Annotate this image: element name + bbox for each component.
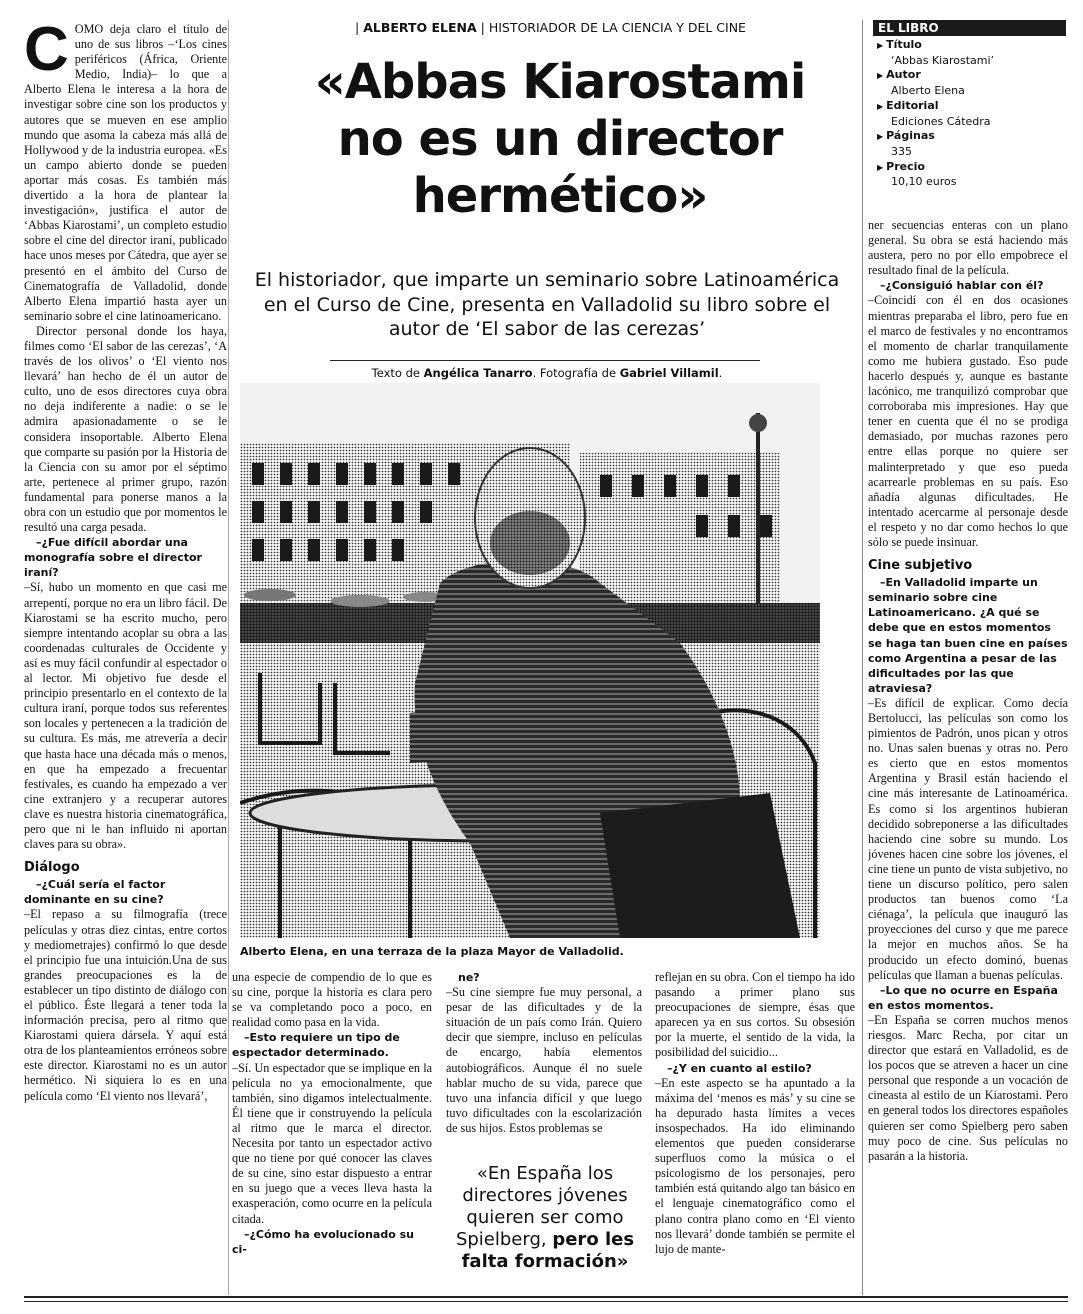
interview-question: ne? [458,971,480,984]
headline-line: hermético» [412,168,708,224]
interview-answer: –En este aspecto se ha apuntado a la máxima del ‘menos es más’ y su cine se ha depurado hasta límites a veces insospechados. Ha ido eliminando elementos que pueden considerarse superfluos como la música o el psicologismo de los personajes, pero también está quitando algo tan básico en el lenguaje cinematográfico como el plano contra plano como en ‘El viento nos llevará’ donde también se permite el lujo de mante- [655,1075,855,1256]
book-info-value: ‘Abbas Kiarostami’ [891,53,995,67]
headline-line: no es un director [337,111,783,167]
interview-question: –En Valladolid imparte un seminario sobre cine Latinoamericano. ¿A qué se debe que en estos momentos se haga tan buen cine en países como Argentina a pesar de las dificultades por las que atraviesa? [868,576,1068,695]
interview-answer: –Su cine siempre fue muy personal, a pesar de las dificultades y de la situación de un país como Irán. Quiero decir que siempre, incluso en películas de encargo, había elementos autobiográficos. Aunque él no suele hablar mucho de su vida, parece que tuvo una infancia difícil y que luego tuvo dificultades con la escolarización de sus hijos. Estos problemas se [446,985,642,1135]
headline [300,54,820,225]
book-info-value: 10,10 euros [891,175,957,189]
book-info-label: ▶ Editorial [877,99,1066,115]
pull-quote [450,1163,640,1273]
lead-paragraph [24,22,227,324]
interview-answer: ner secuencias enteras con un plano general. Su obra se está haciendo más austera, pero no por ello empobrece el resultado final de la película. [868,218,1068,278]
book-info-title: EL LIBRO [873,20,1066,36]
article-photo [240,383,820,938]
column-5 [868,218,1068,1290]
headline-line: «Abbas Kiarostami [314,54,806,110]
interview-question: –¿Consiguió hablar con él? [880,279,1044,293]
book-info-list [873,36,1066,190]
pull-quote-bold: pero les falta formación» [461,1229,635,1272]
book-info-label: ▶ Precio [877,160,1066,176]
section-subhead: Cine subjetivo [868,558,973,574]
interview-answer: –Sí, hubo un momento en que casi me arrepentí, porque no era un libro fácil. De Kiarostami se ha escrito mucho, pero siempre intentando acoplar su obra a las coordenadas culturales de Occidente y así es muy fácil confundir al espectador o al lector. Mi objetivo fue desde el principio presentarlo en el contexto de la cultura iraní, porque todos sus referentes son locales y pertenecen a la tradición de su cultura. Es más, me atrevería a decir que hasta hace una década más o menos, en que ha empezado a frecuentar festivales, es cuando ha empezado a ver cine extranjero y a recuperar autores clave es nuestra historia cinematográfica, pero que ni le han influido ni aportan claves para su obra». [24,580,227,852]
pull-quote-text: «En España los directores jóvenes quieren ser como Spielberg, [455,1163,628,1250]
column-4 [655,970,855,1290]
photo-caption: Alberto Elena, en una terraza de la plaza Mayor de Valladolid. [240,945,624,958]
interview-question: –Lo que no ocurre en España en estos momentos. [868,983,1058,1012]
column-3 [446,970,642,1156]
byline-photographer: Gabriel Villamil [619,366,719,380]
interview-question: –Esto requiere un tipo de espectador determinado. [232,1031,400,1060]
interview-answer: reflejan en su obra. Con el tiempo ha ido pasando a primer plano sus preocupaciones de siempre, ésas que aparecen ya en sus cortos. Su obsesión por la muerte, el sentido de la vida, la posibilidad del suicidio... [655,970,855,1060]
drop-cap: C [24,22,69,84]
byline: Texto de Angélica Tanarro. Fotografía de Gabriel Villamil. [371,366,723,380]
byline-label: Texto de [371,366,420,380]
interview-question: –¿Y en cuanto al estilo? [667,1061,812,1075]
section-subhead: Diálogo [24,860,80,876]
column-1 [24,22,227,1297]
interview-answer: –Es difícil de explicar. Como decía Bertolucci, las películas son como los pimientos de Padrón, unos pican y otros no. Unas salen buenas y otras no. Pero es cierto que en estos momentos Argentina y Brasil están haciendo el cine más interesante de Latinoamérica. Es como si los argentinos hubieran decidido sobreponerse a las dificultades haciendo cine sobre su mundo. Los jóvenes hacen cine sobre los jóvenes, el cine tiene un punto de vista subjetivo, no tiene un discurso político, pero salen productos tan buenos como ‘La ciénaga’, la película que inauguró las proyecciones del curso y que me parece la mejor en muchos años. Se ha producido un efecto dominó, buenas películas que llaman a buenas películas. [868,695,1068,982]
lead-paragraph-text: OMO deja claro el título de uno de sus libros –‘Los cines periféricos (África, Oriente Medio, India)– lo que a Alberto Elena le interesa a la hora de investigar sobre cine son los productos y autores que se mueven en ese amplio mundo que asoma la cabeza más allá de Hollywood y de la industria europea. «Es un campo abierto donde se pueden aportar más cosas. Es también más divertido a la hora de plantear la investigación», justifica el autor de ‘Abbas Kiarostami’, un completo estudio sobre el cine del director iraní, publicado hace unos meses por Cátedra, que ayer se presentó en el ámbito del Curso de Cinematografía de Valladolid, donde Alberto Elena impartió hasta ayer un seminario sobre el cine latinoamericano. [24,22,227,323]
bottom-rule [24,1296,1068,1298]
kicker-role: HISTORIADOR DE LA CIENCIA Y DEL CINE [488,20,746,35]
interview-answer: –Sí. Un espectador que se implique en la película no ya emocionalmente, que también, sino digamos intelectualmente. Él tiene que ir construyendo la película al ritmo que le marca el director. Necesita por tanto un espectador activo que no tiene por qué conocer las claves de su cine, sino estar dispuesto a entrar en su juego que a veces lleva hasta la exasperación, como ocurre en la película citada. [232,1060,432,1226]
interview-answer: –Coincidí con él en dos ocasiones mientras preparaba el libro, pero fue en el marco de festivales y no encontramos el momento de charlar tranquilamente como me hubiera gustado. Eso pude hacerlo después y, aunque es bastante lacónico, me tranquilizó comprobar que corroboraba mis impresiones. Hay que tener en cuenta que él no se prodiga demasiado, por muchas razones pero entre ellas porque no quiere ser malinterpretado y que eso pueda acarrearle problemas en su país. Eso añadía algunas dificultades. He intentado acercarme al personaje desde el respeto y no dar como hechos lo que sólo se puede insinuar. [868,293,1068,549]
column-divider [862,20,863,1295]
interview-answer: una especie de compendio de lo que es su cine, porque la historia es clara pero se va completando poco a poco, en realidad como pasa en la vida. [232,970,432,1030]
deck-subtitle: El historiador, que imparte un seminario sobre Latinoamérica en el Curso de Cine, presenta en Valladolid su libro sobre el autor de ‘El sabor de las cerezas’ [254,269,840,340]
bottom-rule-thin [24,1301,1068,1302]
body-paragraph: Director personal donde los haya, filmes como ‘El sabor de las cerezas’, ‘A través de los olivos’ o ‘El viento nos llevará’ han hecho de él un autor de culto, uno de esos directores cuya obra no deja indiferente a nadie: o se le admira apasionadamente o se le considera insoportable. Alberto Elena que comparte su pasión por la Historia de la Ciencia con su amor por el séptimo arte, pertenece al primer grupo, razón fundamental para ponerse manos a la obra con un estudio que por momentos le resultó una carga pesada. [24,323,227,535]
interview-answer: –El repaso a su filmografía (trece películas y otras diez cintas, entre cortos y mediometrajes) confirmó lo que desde el principio fue una intuición.Una de sus grandes preocupaciones es la de establecer un tipo distinto de diálogo con el público. Éste llegará a tener toda la información precisa, pero al ritmo que Kiarostami quiera dársela. Y aquí está otra de los planteamientos erróneos sobre este director. Kiarostami no es un autor hermético. Ni siquiera lo es en una película como ‘El viento nos llevará’, [24,907,227,1103]
interview-question: –¿Fue difícil abordar una monografía sobre el director iraní? [24,536,202,580]
interview-answer: –En España se corren muchos menos riesgos. Marc Recha, por citar un director que estará en Valladolid, es de los pocos que se atreven a hacer un cine personal que responde a un vocación de cineasta al estilo de un Kiarostami. Pero en general todos los directores españoles quieren ser como Spielberg pero saben muy poco de cine. Sus películas no pasarán a la historia. [868,1012,1068,1163]
book-info-value: Alberto Elena [891,84,965,98]
article-kicker: | ALBERTO ELENA | HISTORIADOR DE LA CIENCIA Y DEL CINE [355,20,746,35]
kicker-author: ALBERTO ELENA [363,20,477,35]
column-divider [228,20,229,1295]
byline-photo-label: . Fotografía de [532,366,617,380]
book-info-label: ▶ Autor [877,68,1066,84]
book-info-box [873,20,1066,190]
photo-illustration [240,383,820,938]
book-info-label: ▶ Páginas [877,129,1066,145]
deck-divider [330,360,760,361]
book-info-label: ▶ Título [877,38,1066,54]
interview-question: –¿Cómo ha evolucionado su ci- [232,1227,414,1256]
book-info-value: 335 [891,144,912,158]
column-2 [232,970,432,1290]
interview-question: –¿Cuál sería el factor dominante en su cine? [24,878,166,907]
byline-writer: Angélica Tanarro [423,366,533,380]
book-info-value: Ediciones Cátedra [891,114,991,128]
